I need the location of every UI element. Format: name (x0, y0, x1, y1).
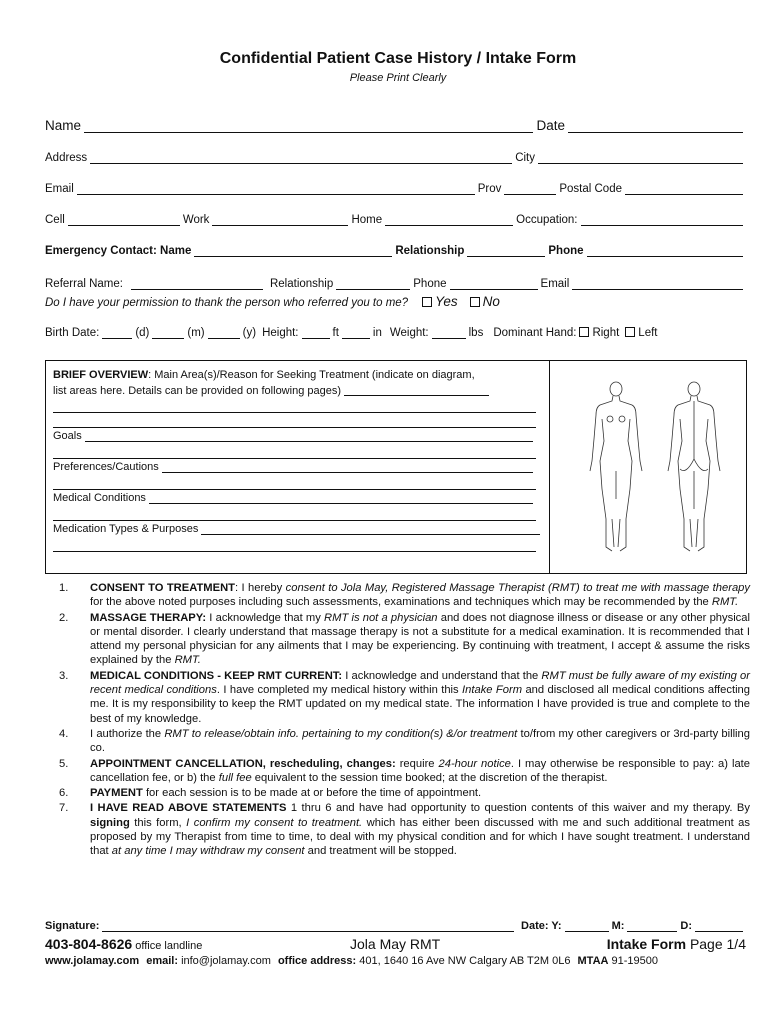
address-field[interactable] (90, 152, 512, 164)
page-number: Intake Form Page 1/4 (606, 936, 746, 952)
checkbox-icon (470, 297, 480, 307)
birth-year-field[interactable] (208, 327, 240, 339)
date-label: Date (536, 118, 565, 133)
referral-relationship-field[interactable] (336, 278, 410, 290)
overview-line[interactable] (53, 412, 536, 413)
postal-field[interactable] (625, 183, 743, 195)
list-item: 6. PAYMENT for each session is to be made at or before the time of appointment. (59, 787, 482, 800)
medical-line[interactable] (53, 520, 536, 521)
box-divider (549, 361, 550, 573)
email-link[interactable]: info@jolamay.com (181, 955, 271, 967)
permission-no[interactable]: No (470, 294, 500, 309)
overview-box (45, 360, 747, 574)
preferences-line[interactable] (53, 489, 536, 490)
home-field[interactable] (385, 214, 513, 226)
overview-text-2: list areas here. Details can be provided on following pages) (53, 385, 341, 397)
prov-field[interactable] (504, 183, 556, 195)
cell-label: Cell (45, 214, 65, 226)
medication-line[interactable] (53, 551, 536, 552)
work-field[interactable] (212, 214, 348, 226)
occupation-field[interactable] (581, 214, 744, 226)
email-label: Email (45, 183, 74, 195)
weight-label: Weight: (389, 327, 429, 339)
cell-field[interactable] (68, 214, 180, 226)
checkbox-icon (579, 327, 589, 337)
list-item: 1. CONSENT TO TREATMENT: I hereby consent to Jola May, Registered Massage Therapist (RMT) to treat me with massage therapy for the above noted purposes including such assessments, examinations and techniques which may be recommended by the RMT. (59, 582, 750, 609)
name-field[interactable] (84, 121, 533, 133)
preferences-field[interactable] (162, 461, 533, 473)
goals-field[interactable] (85, 430, 533, 442)
office-label: office address: (277, 955, 357, 967)
overview-label: BRIEF OVERVIEW (53, 369, 149, 381)
list-item: 2. MASSAGE THERAPY: I acknowledge that my RMT is not a physician and does not diagnose illness or disease or any other physical or mental disorder. I clearly understand that massage therapy is not a substitute for a medical examination. It is recommended that I attend my personal physician for any ailments that I may be experiencing. By continuing with treatment, I accept & assume the risks explained by the RMT. (59, 611, 750, 667)
sign-month-field[interactable] (627, 920, 677, 932)
website-link[interactable]: www.jolamay.com (45, 955, 140, 967)
mtaa-number: 91-19500 (611, 955, 659, 967)
sign-day-field[interactable] (695, 920, 743, 932)
preferences-label: Preferences/Cautions (53, 461, 159, 473)
referral-phone-field[interactable] (450, 278, 538, 290)
page-subtitle: Please Print Clearly (349, 72, 447, 84)
medical-field[interactable] (149, 492, 533, 504)
city-label: City (515, 152, 535, 164)
ft-unit: ft (332, 327, 339, 339)
month-unit: (m) (187, 327, 205, 339)
referral-relationship-label: Relationship (269, 278, 334, 290)
checkbox-icon (625, 327, 635, 337)
medication-label: Medication Types & Purposes (53, 523, 199, 535)
name-label: Name (45, 118, 82, 133)
referral-phone-label: Phone (413, 278, 447, 290)
hand-label: Dominant Hand: (493, 327, 577, 339)
medical-label: Medical Conditions (53, 492, 146, 504)
overview-text: : Main Area(s)/Reason for Seeking Treatment (indicate on diagram, (148, 369, 475, 381)
height-label: Height: (262, 327, 299, 339)
home-label: Home (351, 214, 383, 226)
sign-month-label: M: (611, 920, 625, 932)
weight-field[interactable] (432, 327, 466, 339)
day-unit: (d) (135, 327, 150, 339)
overview-field[interactable] (344, 384, 489, 396)
height-ft-field[interactable] (302, 327, 330, 339)
checkbox-icon (422, 297, 432, 307)
goals-label: Goals (53, 430, 82, 442)
city-field[interactable] (538, 152, 743, 164)
lbs-unit: lbs (468, 327, 484, 339)
permission-yes[interactable]: Yes (422, 294, 458, 309)
therapist-name: Jola May RMT (350, 936, 441, 952)
phone-label: Phone (548, 245, 584, 257)
terms-list (45, 581, 750, 860)
list-item: 3. MEDICAL CONDITIONS - KEEP RMT CURRENT: I acknowledge and understand that the RMT must be fully aware of my existing or recent medical conditions. I have completed my medical history within this Intake Form and disclosed all medical conditions affecting me. It is my responsibility to keep the RMT updated on my medical state. The information I have provided is true and complete to the best of my knowledge. (59, 669, 750, 725)
referral-email-field[interactable] (572, 278, 743, 290)
address-label: Address (45, 152, 88, 164)
hand-left-option[interactable]: Left (625, 327, 657, 339)
sign-year-field[interactable] (565, 920, 609, 932)
overview-line[interactable] (53, 427, 536, 428)
in-unit: in (372, 327, 382, 339)
sign-day-label: D: (680, 920, 692, 932)
prov-label: Prov (477, 183, 502, 195)
hand-right-option[interactable]: Right (579, 327, 619, 339)
birth-label: Birth Date: (45, 327, 100, 339)
referral-label: Referral Name: (45, 278, 123, 290)
occupation-label: Occupation: (516, 214, 578, 226)
relationship-label: Relationship (395, 245, 465, 257)
height-in-field[interactable] (342, 327, 370, 339)
emergency-phone-field[interactable] (587, 245, 743, 257)
emergency-name-field[interactable] (194, 245, 392, 257)
list-item: 7. I HAVE READ ABOVE STATEMENTS 1 thru 6 and have had opportunity to question contents of this waiver and my therapy. By signing this form, I confirm my consent to treatment. which has either been discussed with me and such additional treatment as proposed by my Therapist from time to time, to deal with my physical condition and for which I have sought treatment. I understand that at any time I may withdraw my consent and treatment will be stopped. (59, 802, 751, 858)
year-unit: (y) (242, 327, 257, 339)
email-field[interactable] (77, 183, 475, 195)
page-title: Confidential Patient Case History / Intake Form (219, 50, 577, 67)
permission-question: Do I have your permission to thank the person who referred you to me? (45, 297, 409, 309)
emergency-relationship-field[interactable] (467, 245, 545, 257)
emergency-label: Emergency Contact: Name (45, 245, 192, 257)
body-diagram-icon[interactable] (586, 379, 726, 559)
postal-label: Postal Code (559, 183, 622, 195)
list-item: 5. APPOINTMENT CANCELLATION, rescheduling, changes: require 24-hour notice. I may otherwise be responsible to pay: a) late cancellation fee, or b) the full fee equivalent to the session time booked; at the discretion of the therapist. (59, 757, 750, 784)
office-phone: 403-804-8626 office landline (45, 936, 203, 952)
mtaa-label: MTAA (577, 955, 609, 967)
signature-field[interactable] (102, 920, 514, 932)
email-label: email: (146, 955, 178, 967)
date-field[interactable] (568, 121, 743, 133)
sign-date-label: Date: Y: (521, 920, 562, 932)
office-address: 401, 1640 16 Ave NW Calgary AB T2M 0L6 (359, 955, 571, 967)
birth-month-field[interactable] (152, 327, 184, 339)
list-item: 4. I authorize the RMT to release/obtain info. pertaining to my condition(s) &/or treatment to/from my other caregivers or 3rd-party billing co. (59, 727, 750, 755)
referral-email-label: Email (540, 278, 570, 290)
work-label: Work (182, 214, 210, 226)
birth-day-field[interactable] (102, 327, 132, 339)
referral-name-field[interactable] (131, 278, 263, 290)
goals-line[interactable] (53, 458, 536, 459)
medication-field[interactable] (201, 523, 540, 535)
signature-label: Signature: (45, 920, 100, 932)
